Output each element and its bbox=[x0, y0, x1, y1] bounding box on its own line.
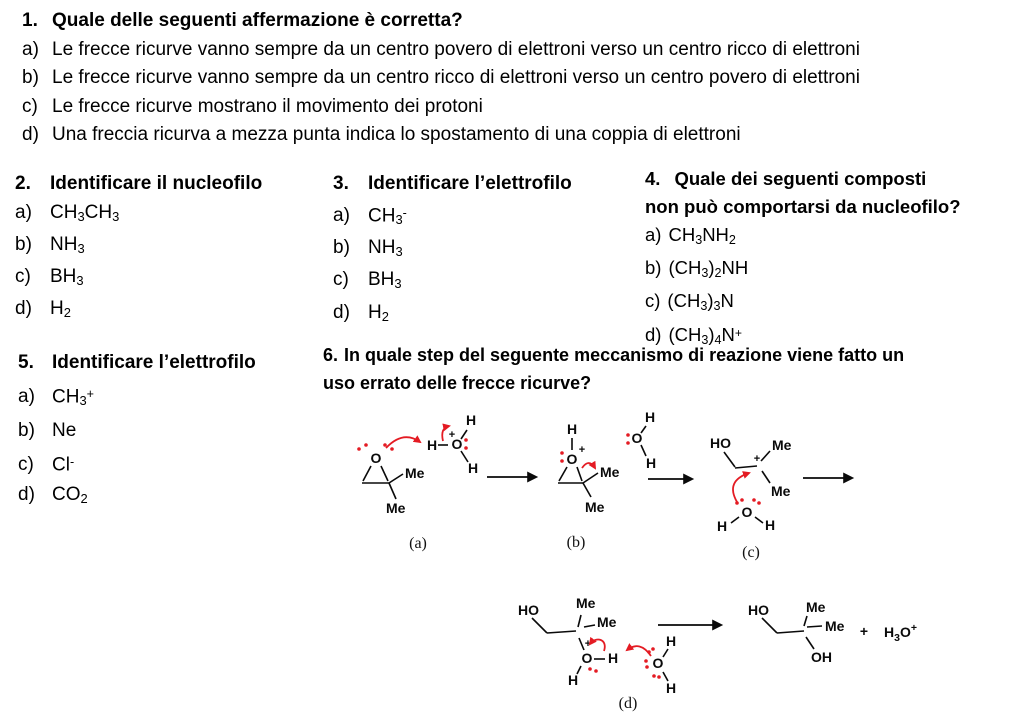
option-label: a) bbox=[22, 38, 39, 60]
methyl-label: Me bbox=[806, 599, 826, 615]
bond bbox=[755, 517, 763, 523]
bond bbox=[762, 618, 777, 633]
plus-sign: + bbox=[859, 623, 869, 639]
bond bbox=[461, 451, 468, 462]
lone-pair-dot bbox=[390, 447, 394, 451]
question-title: Identificare l’elettrofilo bbox=[368, 173, 572, 194]
option-label: d) bbox=[645, 324, 662, 346]
hydroxyl-label: HO bbox=[748, 602, 769, 618]
bond bbox=[583, 473, 598, 483]
lone-pair-dot bbox=[560, 459, 564, 463]
step-label-a: (a) bbox=[409, 535, 427, 552]
option-label: d) bbox=[15, 298, 32, 320]
hydrogen-atom: H bbox=[645, 455, 657, 471]
lone-pair-dot bbox=[752, 498, 756, 502]
lone-pair-dot bbox=[735, 501, 739, 505]
hydroxyl-label: OH bbox=[811, 649, 832, 665]
hydrogen-atom: H bbox=[465, 412, 477, 428]
option-text: Le frecce ricurve vanno sempre da un centro ricco di elettroni verso un centro povero di elettroni bbox=[52, 67, 860, 88]
curved-arrow bbox=[627, 646, 651, 656]
product-diol-hydronium bbox=[748, 599, 917, 665]
methyl-label: Me bbox=[825, 618, 845, 634]
plus-charge: + bbox=[448, 429, 456, 441]
option-formula: $CH_3CH_3$ bbox=[50, 201, 120, 224]
bond bbox=[363, 466, 371, 481]
methyl-label: Me bbox=[585, 499, 605, 515]
option-label: a) bbox=[15, 201, 32, 223]
methyl-label: Me bbox=[597, 614, 617, 630]
option-formula: $(CH_3)_2NH$ bbox=[668, 256, 749, 280]
methyl-label: Me bbox=[600, 464, 620, 480]
oxygen-atom: O bbox=[370, 450, 382, 466]
lone-pair-dot bbox=[652, 674, 656, 678]
option-label: c) bbox=[18, 453, 34, 475]
question-title-line1: Quale dei seguenti composti bbox=[674, 168, 927, 189]
hydrogen-atom: H bbox=[716, 518, 728, 534]
option-formula: Ne bbox=[52, 420, 77, 442]
question-title: Identificare l’elettrofilo bbox=[52, 352, 256, 373]
hydroxyl-label: HO bbox=[518, 602, 539, 618]
hydrogen-atom: H bbox=[665, 680, 677, 696]
oxygen-atom: O bbox=[741, 504, 753, 520]
bond bbox=[579, 638, 584, 650]
oxygen-atom: O bbox=[652, 655, 664, 671]
lone-pair-dot bbox=[657, 675, 661, 679]
option-formula: $H_2$ bbox=[368, 301, 389, 324]
option-formula: $CH_3NH_2$ bbox=[668, 224, 736, 247]
option-label: b) bbox=[15, 233, 32, 255]
question-number: 1. bbox=[22, 10, 38, 31]
lone-pair-dot bbox=[757, 501, 761, 505]
curved-arrow bbox=[733, 473, 749, 502]
oxygen-atom: O bbox=[631, 430, 643, 446]
option-label: d) bbox=[18, 484, 35, 506]
option-formula: $BH_3$ bbox=[50, 266, 84, 288]
option-label: c) bbox=[22, 95, 38, 117]
lone-pair-dot bbox=[357, 447, 361, 451]
question-number: 2. bbox=[15, 173, 31, 194]
hydrogen-atom: H bbox=[665, 633, 677, 649]
hydronium-formula: $H_3O^+$ bbox=[884, 622, 917, 644]
bond bbox=[731, 517, 739, 523]
methyl-label: Me bbox=[405, 465, 425, 481]
option-formula: $NH_3$ bbox=[50, 233, 85, 256]
hydrogen-atom: H bbox=[644, 409, 656, 425]
hydrogen-atom: H bbox=[566, 421, 578, 437]
lone-pair-dot bbox=[645, 665, 649, 669]
bond bbox=[761, 451, 770, 461]
bond bbox=[578, 615, 581, 627]
lone-pair-dot bbox=[647, 650, 651, 654]
plus-charge: + bbox=[753, 453, 761, 465]
lone-pair-dot bbox=[626, 441, 630, 445]
lone-pair-dot bbox=[626, 433, 630, 437]
option-label: a) bbox=[645, 224, 662, 245]
bond bbox=[381, 466, 388, 481]
option-text: Le frecce ricurve mostrano il movimento dei protoni bbox=[52, 95, 483, 117]
bond bbox=[547, 631, 576, 633]
lone-pair-dot bbox=[651, 647, 655, 651]
option-formula: $BH_3$ bbox=[368, 269, 402, 292]
question-title: Identificare il nucleofilo bbox=[50, 173, 263, 194]
lone-pair-dot bbox=[464, 438, 468, 442]
step-label-c: (c) bbox=[742, 544, 760, 561]
bond bbox=[559, 467, 567, 481]
option-formula: $CH_3^-$ bbox=[368, 204, 407, 227]
bond bbox=[804, 616, 807, 626]
bond bbox=[461, 430, 467, 439]
step-label-b: (b) bbox=[566, 534, 586, 551]
hydrogen-atom: H bbox=[426, 437, 438, 453]
bond bbox=[735, 466, 757, 468]
option-label: c) bbox=[15, 266, 31, 288]
option-formula: Cl- bbox=[52, 453, 75, 475]
lone-pair-dot bbox=[740, 498, 744, 502]
option-formula: $H_2$ bbox=[50, 298, 71, 321]
curved-arrow bbox=[582, 463, 595, 468]
option-formula: $(CH_3)_3N$ bbox=[667, 289, 734, 313]
option-label: d) bbox=[22, 124, 39, 145]
bond bbox=[724, 452, 735, 467]
option-label: b) bbox=[22, 67, 39, 88]
structure-b-protonated-epoxide-water bbox=[558, 409, 656, 551]
oxygen-atom: O bbox=[581, 650, 593, 666]
hydrogen-atom: H bbox=[567, 672, 579, 688]
lone-pair-dot bbox=[594, 669, 598, 673]
lone-pair-dot bbox=[383, 443, 387, 447]
lone-pair-dot bbox=[464, 446, 468, 450]
question-number: 6. bbox=[323, 345, 339, 365]
question-title: Quale delle seguenti affermazione è corretta? bbox=[52, 10, 463, 31]
bond bbox=[389, 474, 403, 483]
methyl-label: Me bbox=[771, 483, 791, 499]
bond bbox=[807, 626, 822, 627]
methyl-label: Me bbox=[576, 595, 596, 611]
option-formula: $NH_3$ bbox=[368, 237, 403, 259]
question-6-title-line2: uso errato delle frecce ricurve? bbox=[323, 372, 592, 393]
question-title-line1: In quale step del seguente meccanismo di reazione viene fatto un bbox=[344, 345, 905, 365]
option-text: Una freccia ricurva a mezza punta indica lo spostamento di una coppia di elettroni bbox=[52, 124, 741, 145]
bond bbox=[806, 637, 814, 649]
question-number: 3. bbox=[333, 173, 349, 194]
option-formula: $CH_3^+$ bbox=[52, 385, 94, 408]
option-label: b) bbox=[18, 420, 35, 442]
hydroxyl-label: HO bbox=[710, 435, 731, 451]
hydrogen-atom: H bbox=[764, 517, 776, 533]
question-number: 5. bbox=[18, 352, 34, 373]
bond bbox=[577, 467, 582, 481]
bond bbox=[389, 483, 396, 499]
oxygen-atom: O bbox=[451, 436, 463, 452]
option-label: a) bbox=[333, 204, 350, 226]
option-formula: $CO_2$ bbox=[52, 484, 88, 507]
option-label: b) bbox=[333, 237, 350, 259]
question-number: 4. bbox=[645, 168, 661, 189]
option-label: b) bbox=[645, 256, 662, 278]
option-label: c) bbox=[333, 269, 349, 291]
curved-arrow bbox=[386, 437, 420, 448]
option-label: a) bbox=[18, 385, 35, 407]
bond bbox=[583, 483, 591, 497]
option-formula: $(CH_3)_4N^+$ bbox=[668, 324, 743, 348]
methyl-label: Me bbox=[772, 437, 792, 453]
bond bbox=[777, 631, 804, 633]
lone-pair-dot bbox=[644, 659, 648, 663]
bond bbox=[762, 471, 770, 483]
bond bbox=[584, 625, 595, 627]
structure-a-epoxide-hydronium bbox=[357, 412, 478, 552]
lone-pair-dot bbox=[364, 443, 368, 447]
plus-charge: + bbox=[578, 444, 586, 456]
option-text: Le frecce ricurve vanno sempre da un centro povero di elettroni verso un centro ricco di elettroni bbox=[52, 38, 860, 60]
oxygen-atom: O bbox=[566, 451, 578, 467]
plus-charge: + bbox=[584, 638, 592, 650]
lone-pair-dot bbox=[588, 667, 592, 671]
structure-c-carbocation-water bbox=[710, 435, 792, 561]
question-title-line2: non può comportarsi da nucleofilo? bbox=[645, 196, 961, 217]
option-label: d) bbox=[333, 301, 350, 323]
step-label-d: (d) bbox=[618, 695, 638, 712]
hydrogen-atom: H bbox=[607, 650, 619, 666]
bond bbox=[532, 618, 547, 633]
hydrogen-atom: H bbox=[467, 460, 479, 476]
lone-pair-dot bbox=[560, 451, 564, 455]
option-label: c) bbox=[645, 289, 661, 311]
structure-d-oxonium-water bbox=[518, 595, 676, 712]
methyl-label: Me bbox=[386, 500, 406, 516]
bond bbox=[663, 649, 668, 657]
